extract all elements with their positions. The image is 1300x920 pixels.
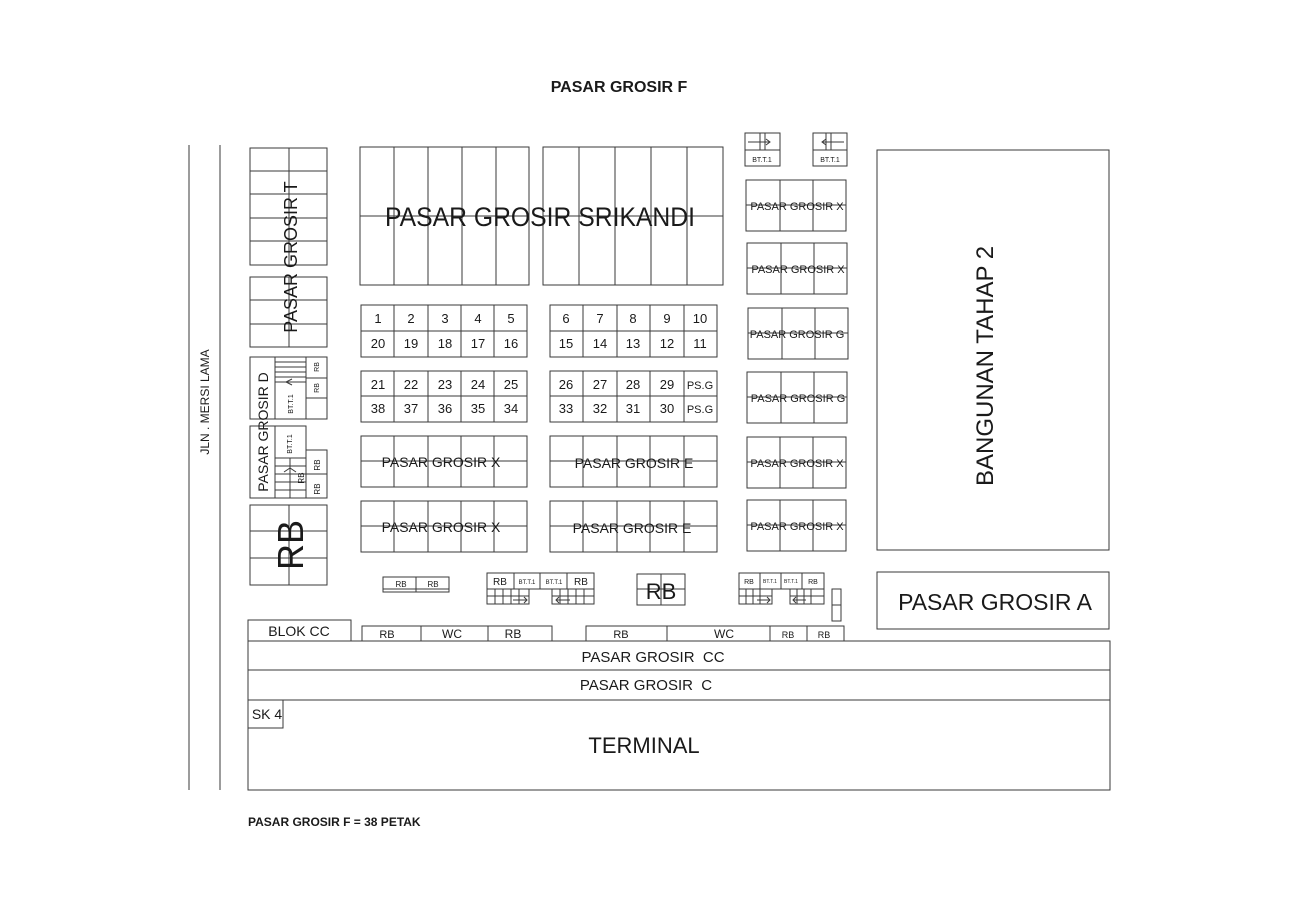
pasar-grosir-d: [250, 357, 327, 498]
block-label: PASAR GROSIR X: [381, 519, 501, 535]
stall-number: 20: [370, 336, 386, 351]
stall-number: PS.G: [686, 380, 714, 392]
rb-box-center: [637, 574, 685, 605]
stall-number: 21: [370, 377, 386, 392]
right-block-4: [747, 372, 847, 423]
block-label: PASAR GROSIR E: [574, 455, 694, 471]
stall-number: 8: [629, 311, 637, 326]
stall-number: 16: [503, 336, 519, 351]
stall-number: 34: [503, 401, 519, 416]
rb-label: RB: [313, 483, 322, 495]
right-block-3: [748, 308, 848, 359]
pasar-grosir-srikandi: [360, 147, 723, 285]
stall-number: 38: [370, 401, 386, 416]
stall-number: 11: [693, 336, 707, 351]
rb-label: RB: [314, 383, 321, 393]
stall-number: 6: [562, 311, 570, 326]
rb-label: RB: [379, 629, 395, 641]
stall-number: 27: [592, 377, 608, 392]
stall-number: 1: [374, 311, 382, 326]
bangunan-label: BANGUNAN TAHAP 2: [972, 245, 999, 487]
sk4-label: SK 4: [251, 706, 283, 722]
rb-label: RB: [808, 579, 818, 586]
street: [189, 145, 220, 790]
block-label: PASAR GROSIR X: [381, 454, 501, 470]
btt-label: BT.T.1: [518, 580, 536, 586]
pasar-grosir-c: [248, 670, 1110, 700]
stall-number: 9: [663, 311, 671, 326]
stall-number: 12: [659, 336, 675, 351]
grosir-x-block-1: [361, 436, 527, 487]
stall-number: 33: [558, 401, 574, 416]
terminal: [248, 700, 1110, 790]
grosir-x-block-2: [361, 501, 527, 552]
stair-box-2: [813, 133, 847, 166]
facility-cluster-2: [739, 573, 841, 621]
rb-label: RB: [504, 627, 522, 641]
right-block-2: [747, 243, 847, 294]
blok-cc-label: BLOK CC: [268, 623, 330, 639]
rb-label: RB: [744, 579, 754, 586]
stall-block-3: [361, 371, 527, 422]
rb-block-left: [250, 505, 327, 585]
terminal-label: TERMINAL: [588, 733, 700, 758]
right-block-1: [746, 180, 846, 231]
rb-label: RB: [297, 472, 306, 484]
rb-label: RB: [645, 579, 677, 604]
plan-title: PASAR GROSIR F: [550, 79, 688, 96]
rb-label: RB: [574, 577, 588, 588]
stall-number: 29: [659, 377, 675, 392]
footer-note: PASAR GROSIR F = 38 PETAK: [248, 815, 421, 829]
stall-number: 37: [403, 401, 419, 416]
stall-number: 13: [625, 336, 641, 351]
stall-number: 36: [437, 401, 453, 416]
btt-label: BT.T.1: [784, 579, 798, 585]
rb-label: RB: [781, 630, 795, 640]
stall-number: 3: [441, 311, 449, 326]
stall-number: 30: [659, 401, 675, 416]
srikandi-label: PASAR GROSIR SRIKANDI: [385, 202, 695, 232]
block-label: PASAR GROSIR E: [572, 520, 692, 536]
right-block-6: [747, 500, 846, 551]
stall-number: 5: [507, 311, 515, 326]
stall-number: 22: [403, 377, 419, 392]
block-label: PASAR GROSIR X: [751, 264, 845, 276]
stall-number: 26: [558, 377, 574, 392]
stall-number: 10: [692, 311, 708, 326]
block-label: PASAR GROSIR X: [750, 458, 844, 470]
stall-number: 25: [503, 377, 519, 392]
bangunan-tahap-2: [877, 150, 1109, 550]
grosir-e-block-2: [550, 501, 717, 552]
stall-number: 24: [470, 377, 486, 392]
rb-label: RB: [313, 459, 322, 471]
stall-number: 18: [437, 336, 453, 351]
grosir-t-label: PASAR GROSIR T: [281, 181, 301, 333]
stall-number: 23: [437, 377, 453, 392]
stall-number: 7: [596, 311, 604, 326]
stall-number: 32: [592, 401, 608, 416]
btt-label: BT.T.1: [287, 434, 294, 454]
stall-number: 19: [403, 336, 419, 351]
grosir-d-label: PASAR GROSIR D: [255, 372, 271, 492]
rb-label: RB: [493, 577, 507, 588]
btt-label: BT.T.1: [763, 579, 777, 585]
right-block-5: [747, 437, 846, 488]
btt-label: BT.T.1: [545, 580, 563, 586]
btt-label: BT.T.1: [752, 157, 772, 164]
stall-number: 31: [625, 401, 641, 416]
rb-label: RB: [395, 580, 407, 589]
stall-block-1: [361, 305, 527, 357]
pasar-grosir-a: [877, 572, 1109, 629]
stall-number: 4: [474, 311, 482, 326]
stall-number: 15: [558, 336, 574, 351]
street-label: JLN . MERSI LAMA: [198, 349, 212, 455]
blok-cc: [248, 620, 351, 641]
wc-label: WC: [442, 627, 462, 641]
rb-label: RB: [817, 630, 831, 640]
stall-number: 35: [470, 401, 486, 416]
stall-block-4: [550, 371, 717, 422]
stair-box-1: [745, 133, 780, 166]
rb-label: RB: [427, 580, 439, 589]
stall-number: 2: [407, 311, 415, 326]
rb-label-large: RB: [270, 519, 311, 571]
block-label: PASAR GROSIR G: [749, 329, 845, 341]
rb-pair-small: [383, 577, 449, 592]
facility-cluster-1: [487, 573, 594, 604]
stall-number: PS.G: [686, 404, 714, 416]
utility-row-2: [586, 626, 844, 641]
block-label: PASAR GROSIR X: [750, 201, 844, 213]
stall-number: 17: [470, 336, 486, 351]
btt-label: BT.T.1: [288, 394, 295, 414]
wc-label: WC: [714, 627, 734, 641]
grosir-e-block-1: [550, 436, 717, 487]
utility-row-1: [362, 626, 552, 641]
rb-label: RB: [613, 629, 629, 641]
stall-block-2: [550, 305, 717, 357]
stall-number: 28: [625, 377, 641, 392]
pasar-grosir-cc: [248, 641, 1110, 670]
grosir-cc-label: PASAR GROSIR CC: [581, 649, 725, 666]
block-label: PASAR GROSIR G: [750, 393, 846, 405]
grosir-c-label: PASAR GROSIR C: [579, 677, 713, 694]
stall-number: 14: [592, 336, 608, 351]
pasar-grosir-t: [250, 148, 327, 347]
block-label: PASAR GROSIR X: [750, 521, 844, 533]
grosir-a-label: PASAR GROSIR A: [898, 589, 1092, 615]
btt-label: BT.T.1: [820, 157, 840, 164]
rb-label: RB: [314, 362, 321, 372]
